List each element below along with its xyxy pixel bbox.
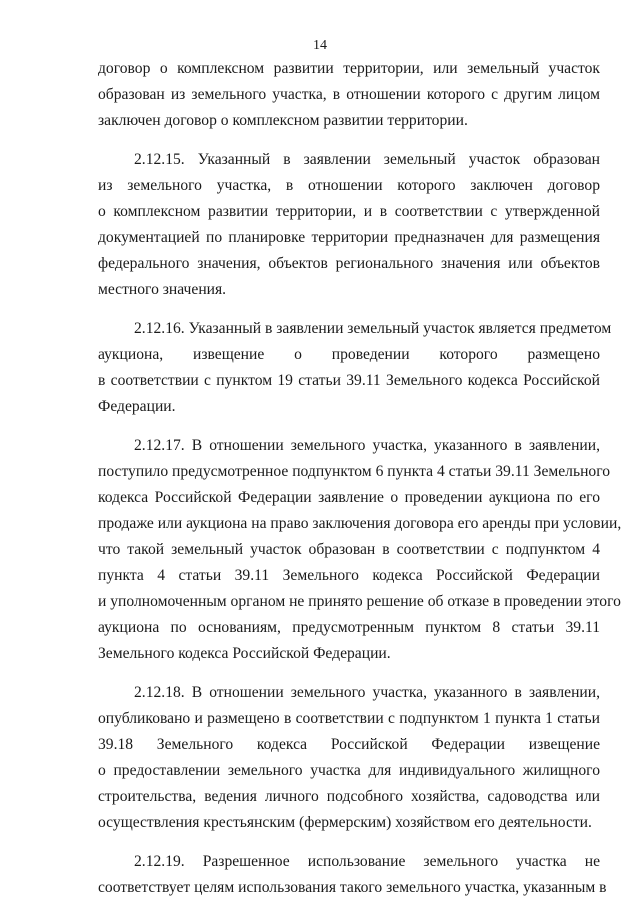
- text-line: договор о комплексном развитии территории, или земельный участок: [98, 60, 600, 77]
- text-line: соответствует целям использования такого земельного участка, указанным в: [98, 879, 607, 896]
- text-line: из земельного участка, в отношении которого заключен договор: [98, 177, 600, 194]
- text-line: строительства, ведения личного подсобного хозяйства, садоводства или: [98, 788, 600, 805]
- text-line: 2.12.15. Указанный в заявлении земельный участок образован: [134, 151, 600, 168]
- text-line: пункта 4 статьи 39.11 Земельного кодекса Российской Федерации: [98, 567, 600, 584]
- paragraph: [98, 316, 612, 420]
- text-line: опубликовано и размещено в соответствии с подпунктом 1 пункта 1 статьи: [98, 710, 600, 727]
- text-line: продаже или аукциона на право заключения договора его аренды при условии,: [98, 515, 622, 532]
- text-line: кодекса Российской Федерации заявление о проведении аукциона по его: [98, 489, 600, 506]
- text-line: документацией по планировке территории предназначен для размещения: [98, 229, 600, 246]
- text-line: образован из земельного участка, в отношении которого с другим лицом: [98, 86, 600, 103]
- text-line: аукциона, извещение о проведении которого размещено: [98, 346, 600, 363]
- text-line: в соответствии с пунктом 19 статьи 39.11 Земельного кодекса Российской: [98, 372, 600, 389]
- text-line: Земельного кодекса Российской Федерации.: [98, 645, 391, 662]
- text-line: местного значения.: [98, 281, 227, 298]
- text-line: 2.12.16. Указанный в заявлении земельный участок является предметом: [134, 320, 612, 337]
- text-line: аукциона по основаниям, предусмотренным пунктом 8 статьи 39.11: [98, 619, 600, 636]
- text-line: о предоставлении земельного участка для индивидуального жилищного: [98, 762, 600, 779]
- text-line: федерального значения, объектов регионального значения или объектов: [98, 255, 600, 272]
- text-line: 2.12.19. Разрешенное использование земельного участка не: [134, 853, 600, 870]
- page-number: 14: [313, 38, 327, 53]
- text-line: о комплексном развитии территории, и в соответствии с утвержденной: [98, 203, 600, 220]
- text-line: 2.12.17. В отношении земельного участка, указанного в заявлении,: [134, 437, 600, 454]
- text-line: 2.12.18. В отношении земельного участка, указанного в заявлении,: [134, 684, 600, 701]
- text-line: осуществления крестьянским (фермерским) хозяйством его деятельности.: [98, 814, 592, 831]
- paragraph: [98, 680, 600, 836]
- paragraph: [98, 849, 607, 901]
- text-line: поступило предусмотренное подпунктом 6 пункта 4 статьи 39.11 Земельного: [98, 463, 611, 480]
- text-line: и уполномоченным органом не принято решение об отказе в проведении этого: [98, 593, 621, 610]
- paragraph: [98, 56, 600, 134]
- document-body: [98, 56, 622, 914]
- text-line: заключен договор о комплексном развитии территории.: [98, 112, 468, 129]
- text-line: 39.18 Земельного кодекса Российской Федерации извещение: [98, 736, 600, 753]
- paragraph: [98, 433, 622, 667]
- text-line: что такой земельный участок образован в соответствии с подпунктом 4: [98, 541, 600, 558]
- paragraph: [98, 147, 600, 303]
- text-line: Федерации.: [98, 398, 176, 415]
